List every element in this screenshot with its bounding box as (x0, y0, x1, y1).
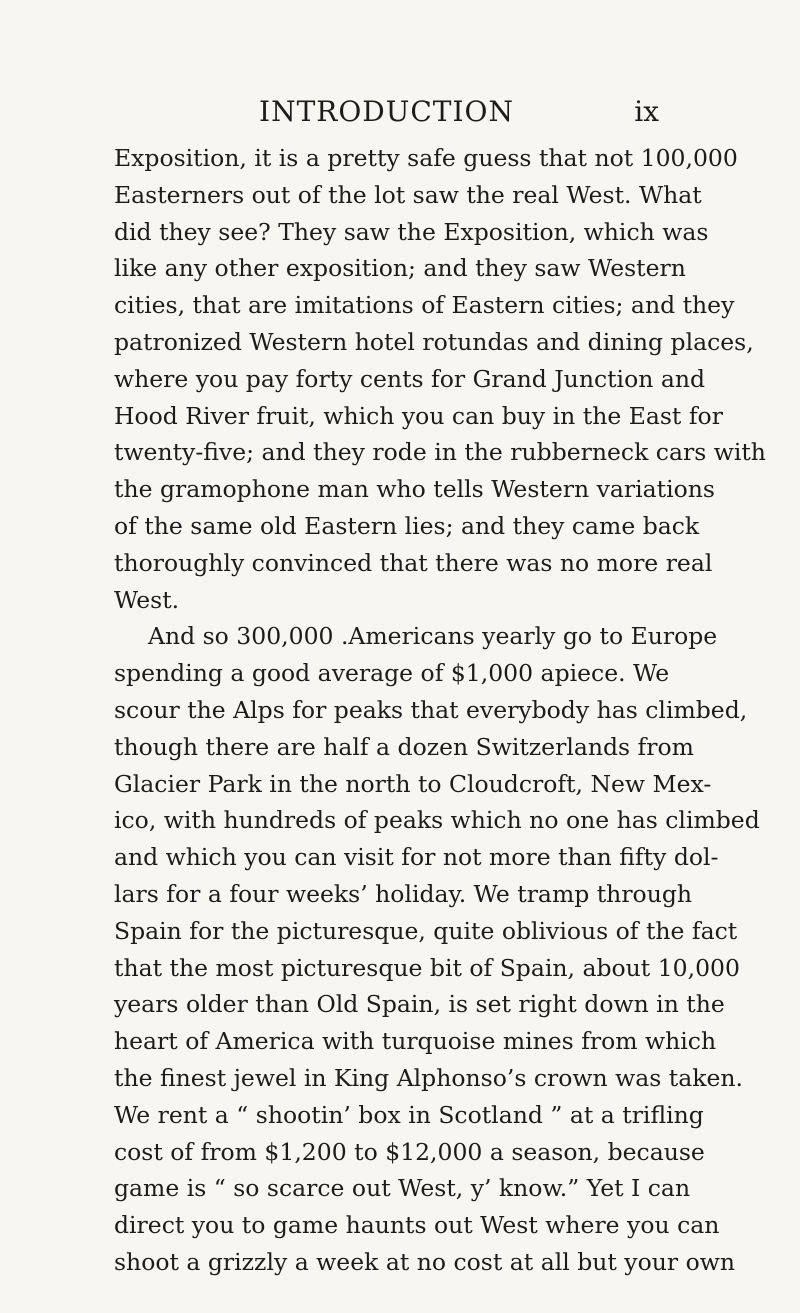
text-line: like any other exposition; and they saw Western (114, 254, 686, 283)
text-line: the finest jewel in King Alphonso’s crown was taken. (114, 1063, 743, 1092)
text-line: Hood River fruit, which you can buy in the East for (114, 401, 723, 430)
text-line: the gramophone man who tells Western variations (114, 475, 715, 504)
page-number: ix (634, 95, 659, 128)
running-head (114, 92, 659, 132)
text-line: thoroughly convinced that there was no more real (114, 548, 713, 577)
text-line: did they see? They saw the Exposition, which was (114, 217, 709, 246)
chapter-title: INTRODUCTION (259, 95, 514, 128)
text-line: Exposition, it is a pretty safe guess that not 100,000 (114, 144, 738, 172)
text-line: where you pay forty cents for Grand Junction and (114, 364, 706, 393)
text-line: years older than Old Spain, is set right down in the (114, 990, 725, 1019)
text-line: We rent a “ shootin’ box in Scotland ” at a trifling (114, 1100, 704, 1129)
text-line: Easterners out of the lot saw the real West. What (114, 180, 702, 209)
text-line: spending a good average of $1,000 apiece. We (114, 659, 670, 688)
text-line: scour the Alps for peaks that everybody has climbed, (114, 695, 748, 724)
text-line: that the most picturesque bit of Spain, about 10,000 (114, 953, 740, 982)
text-line: Spain for the picturesque, quite oblivious of the fact (114, 916, 738, 945)
text-line: shoot a grizzly a week at no cost at all but your own (114, 1247, 735, 1276)
text-line: lars for a four weeks’ holiday. We tramp through (114, 879, 693, 908)
text-line: game is “ so scarce out West, y’ know.” Yet I can (114, 1174, 691, 1203)
text-line: ico, with hundreds of peaks which no one has climbed (114, 806, 760, 835)
text-line: twenty-five; and they rode in the rubberneck cars with (114, 438, 766, 467)
text-line: direct you to game haunts out West where you can (114, 1211, 720, 1240)
body-text (114, 140, 766, 1281)
text-line: patronized Western hotel rotundas and dining places, (114, 327, 754, 356)
text-line: cities, that are imitations of Eastern cities; and they (114, 291, 735, 320)
text-line: of the same old Eastern lies; and they came back (114, 511, 700, 540)
text-line: heart of America with turquoise mines from which (114, 1027, 717, 1056)
text-line: and which you can visit for not more than fifty dol- (114, 843, 719, 872)
text-line: though there are half a dozen Switzerlands from (114, 732, 694, 761)
text-line: Glacier Park in the north to Cloudcroft, New Mex- (114, 769, 712, 798)
paragraph-start-line: And so 300,000 .Americans yearly go to Europe (148, 622, 718, 651)
paragraph-end-line: West. (114, 585, 180, 614)
text-line: cost of from $1,200 to $12,000 a season, because (114, 1137, 705, 1166)
